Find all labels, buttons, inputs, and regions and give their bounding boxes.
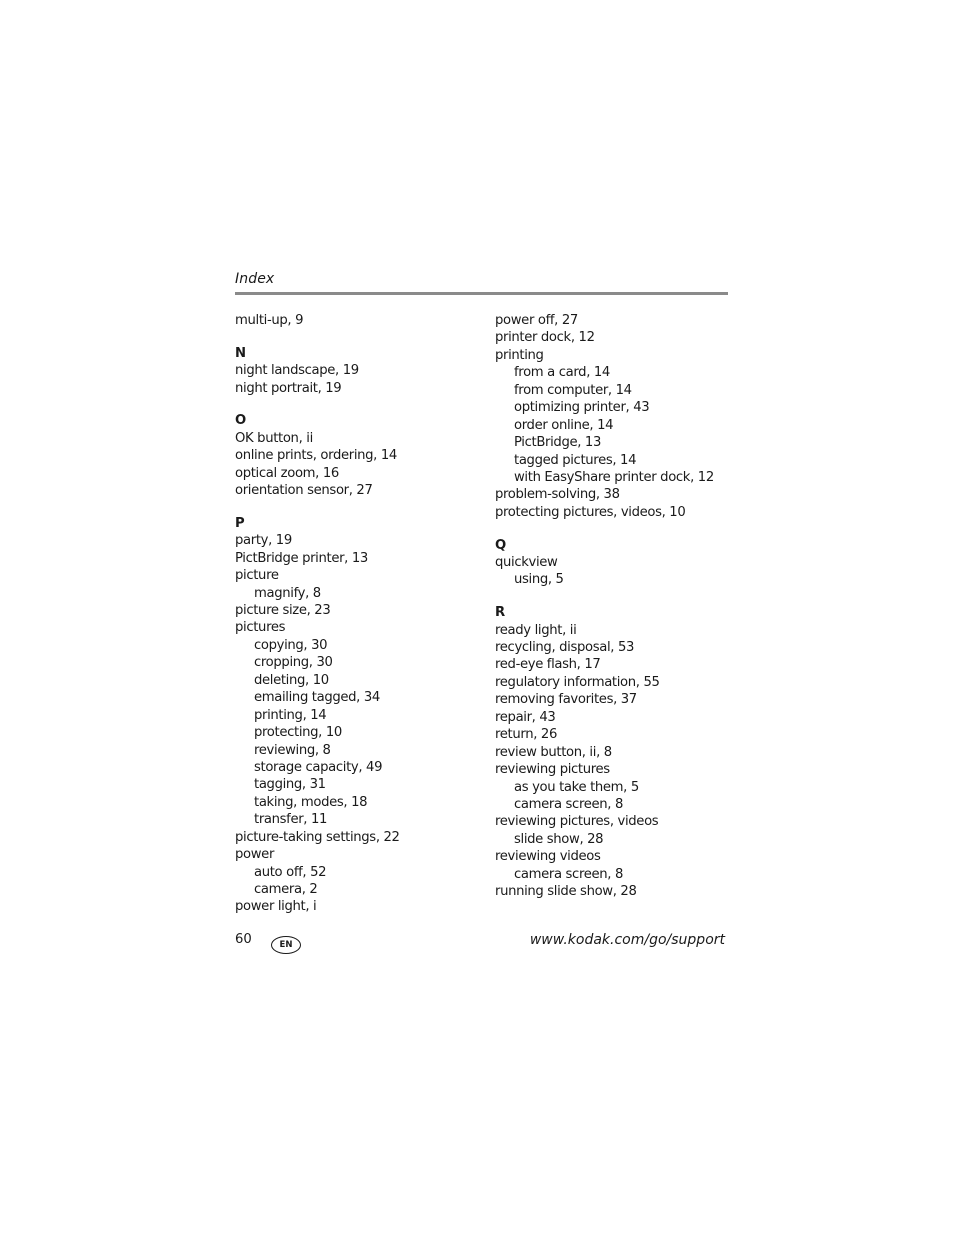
index-subentry: tagged pictures, 14 [514, 452, 637, 468]
index-entry: quickview [495, 554, 558, 570]
index-section-letter: R [495, 605, 505, 621]
index-entry: picture size, 23 [235, 603, 331, 619]
index-subentry: tagging, 31 [254, 777, 326, 793]
index-entry: night landscape, 19 [235, 363, 359, 379]
index-section-letter: P [235, 515, 245, 531]
index-entry: protecting pictures, videos, 10 [495, 504, 686, 520]
index-subentry: storage capacity, 49 [254, 759, 383, 775]
index-entry: recycling, disposal, 53 [495, 640, 635, 656]
index-entry: picture [235, 568, 279, 584]
index-entry: reviewing videos [495, 849, 601, 865]
index-subentry: cropping, 30 [254, 655, 333, 671]
index-subentry: PictBridge, 13 [514, 435, 602, 451]
index-section-letter: N [235, 345, 246, 361]
index-entry: reviewing pictures [495, 762, 610, 778]
index-entry: night portrait, 19 [235, 380, 342, 396]
index-entry: party, 19 [235, 533, 292, 549]
index-entry: reviewing pictures, videos [495, 814, 659, 830]
page-number: 60 [235, 932, 252, 947]
index-entry: orientation sensor, 27 [235, 483, 373, 499]
index-subentry: order online, 14 [514, 417, 614, 433]
support-url: www.kodak.com/go/support [529, 932, 725, 948]
index-entry: optical zoom, 16 [235, 465, 339, 481]
index-entry: power [235, 847, 275, 863]
index-spacer [235, 397, 480, 412]
index-entry: printing [495, 347, 544, 363]
index-section-letter: O [235, 413, 246, 429]
index-spacer [495, 589, 735, 604]
index-subentry: transfer, 11 [254, 812, 328, 828]
index-subentry: optimizing printer, 43 [514, 400, 650, 416]
index-entry: power light, i [235, 899, 317, 915]
index-subentry: copying, 30 [254, 637, 328, 653]
index-spacer [235, 329, 480, 344]
index-subentry: emailing tagged, 34 [254, 690, 380, 706]
index-entry: PictBridge printer, 13 [235, 550, 368, 566]
index-subentry: from a card, 14 [514, 365, 610, 381]
index-entry: pictures [235, 620, 286, 636]
index-subentry: slide show, 28 [514, 831, 604, 847]
index-entry: repair, 43 [495, 709, 556, 725]
index-subentry: protecting, 10 [254, 725, 342, 741]
index-entry: removing favorites, 37 [495, 692, 637, 708]
index-subentry: camera screen, 8 [514, 796, 623, 812]
index-spacer [495, 521, 735, 536]
index-subentry: deleting, 10 [254, 672, 329, 688]
index-entry: multi-up, 9 [235, 313, 304, 328]
index-subentry: as you take them, 5 [514, 779, 639, 795]
index-entry: regulatory information, 55 [495, 674, 660, 690]
index-section-letter: Q [495, 537, 506, 553]
index-entry: ready light, ii [495, 622, 577, 638]
index-column-right [495, 312, 735, 901]
index-subentry: printing, 14 [254, 707, 327, 723]
index-subentry: magnify, 8 [254, 585, 321, 601]
index-entry: online prints, ordering, 14 [235, 448, 397, 464]
index-entry: return, 26 [495, 727, 557, 743]
index-subentry: taking, modes, 18 [254, 794, 368, 810]
index-subentry: camera, 2 [254, 882, 318, 898]
index-subentry: with EasyShare printer dock, 12 [514, 469, 714, 485]
index-entry: review button, ii, 8 [495, 744, 612, 760]
index-entry: running slide show, 28 [495, 884, 637, 900]
index-entry: printer dock, 12 [495, 330, 595, 346]
index-entry: picture-taking settings, 22 [235, 829, 400, 845]
header-divider [235, 292, 728, 295]
language-badge: EN [271, 936, 301, 954]
index-entry: problem-solving, 38 [495, 487, 620, 503]
index-subentry: camera screen, 8 [514, 866, 623, 882]
index-subentry: reviewing, 8 [254, 742, 331, 758]
index-entry: power off, 27 [495, 313, 578, 328]
index-subentry: auto off, 52 [254, 864, 327, 880]
index-entry: red-eye flash, 17 [495, 657, 601, 673]
page-header-title: Index [235, 271, 275, 287]
index-spacer [235, 500, 480, 515]
index-subentry: from computer, 14 [514, 382, 632, 398]
index-entry: OK button, ii [235, 430, 313, 446]
index-column-left [235, 312, 480, 916]
index-subentry: using, 5 [514, 572, 564, 588]
